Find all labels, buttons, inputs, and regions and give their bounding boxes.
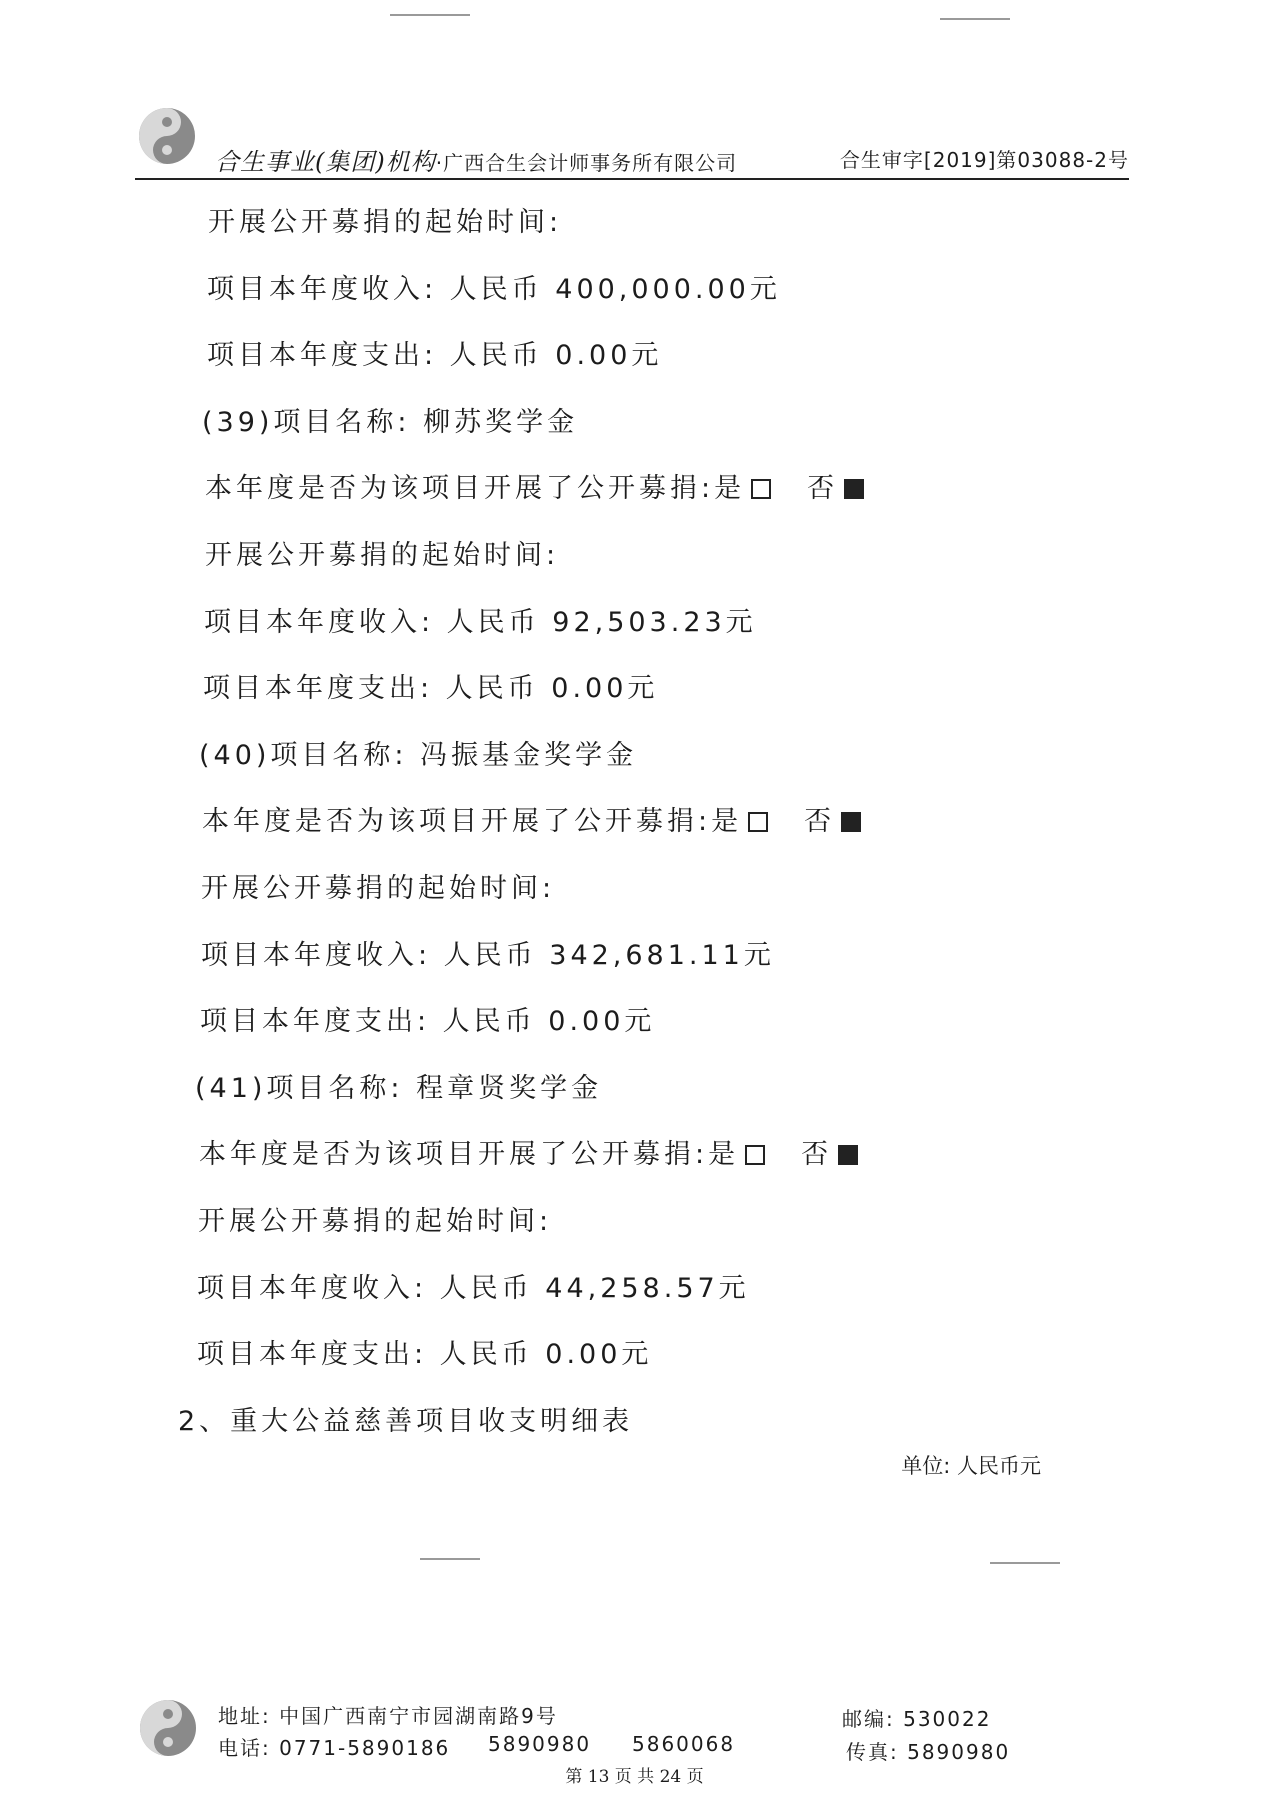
yes-checkbox-icon	[745, 1145, 765, 1165]
firm-legal-name: ·广西合生会计师事务所有限公司	[435, 151, 738, 175]
firm-logo-icon	[137, 106, 197, 166]
question-text: 本年度是否为该项目开展了公开募捐:	[205, 473, 715, 504]
body-line: 开展公开募捐的起始时间:	[198, 1206, 553, 1237]
unit-label: 单位: 人民币元	[901, 1454, 1041, 1478]
question-text: 本年度是否为该项目开展了公开募捐:	[199, 1139, 709, 1170]
no-checkbox-icon	[841, 812, 861, 832]
firm-script-name: 合生事业(集团)机构	[215, 148, 436, 176]
no-checkbox-icon	[844, 479, 864, 499]
scan-mark	[940, 18, 1010, 20]
footer-phone-2: 5890980	[488, 1732, 592, 1756]
page-header	[135, 98, 1129, 180]
footer-postcode: 邮编: 530022	[842, 1707, 992, 1731]
project-name-line: (39)项目名称: 柳苏奖学金	[202, 407, 579, 438]
question-text: 本年度是否为该项目开展了公开募捐:	[202, 806, 712, 837]
yes-checkbox-icon	[751, 479, 771, 499]
public-fundraising-question	[202, 799, 861, 838]
public-fundraising-question	[205, 466, 864, 505]
project-name-line: (41)项目名称: 程章贤奖学金	[195, 1073, 603, 1104]
body-line: 开展公开募捐的起始时间:	[205, 540, 560, 571]
body-line: 开展公开募捐的起始时间:	[208, 207, 563, 238]
yes-label: 是	[711, 806, 743, 837]
footer-address: 地址: 中国广西南宁市园湖南路9号	[218, 1704, 558, 1728]
footer-fax: 传真: 5890980	[846, 1740, 1011, 1764]
scan-mark	[390, 14, 470, 16]
no-checkbox-icon	[838, 1145, 858, 1165]
body-line: 开展公开募捐的起始时间:	[201, 873, 556, 904]
document-number: 合生审字[2019]第03088-2号	[839, 148, 1129, 172]
page-number: 第 13 页 共 24 页	[565, 1767, 704, 1787]
body-line: 项目本年度收入: 人民币 400,000.00元	[207, 274, 781, 305]
body-line: 项目本年度收入: 人民币 92,503.23元	[204, 607, 757, 638]
no-label: 否	[801, 1139, 833, 1170]
body-line: 项目本年度支出: 人民币 0.00元	[197, 1339, 653, 1370]
no-label: 否	[804, 806, 836, 837]
body-line: 项目本年度收入: 人民币 44,258.57元	[197, 1273, 750, 1304]
body-line: 项目本年度支出: 人民币 0.00元	[203, 673, 659, 704]
scan-mark	[990, 1562, 1060, 1564]
body-line: 项目本年度支出: 人民币 0.00元	[200, 1006, 656, 1037]
footer-phone-3: 5860068	[632, 1732, 736, 1756]
project-name-line: (40)项目名称: 冯振基金奖学金	[199, 740, 638, 771]
yes-label: 是	[708, 1139, 740, 1170]
no-label: 否	[807, 473, 839, 504]
scan-mark	[420, 1558, 480, 1560]
body-line: 项目本年度收入: 人民币 342,681.11元	[201, 940, 775, 971]
footer-logo-icon	[138, 1698, 198, 1758]
section-heading: 2、重大公益慈善项目收支明细表	[178, 1406, 634, 1437]
yes-label: 是	[714, 473, 746, 504]
firm-name	[215, 142, 737, 177]
footer-phone: 电话: 0771-5890186	[218, 1736, 451, 1760]
public-fundraising-question	[199, 1132, 858, 1171]
yes-checkbox-icon	[748, 812, 768, 832]
body-line: 项目本年度支出: 人民币 0.00元	[207, 340, 663, 371]
